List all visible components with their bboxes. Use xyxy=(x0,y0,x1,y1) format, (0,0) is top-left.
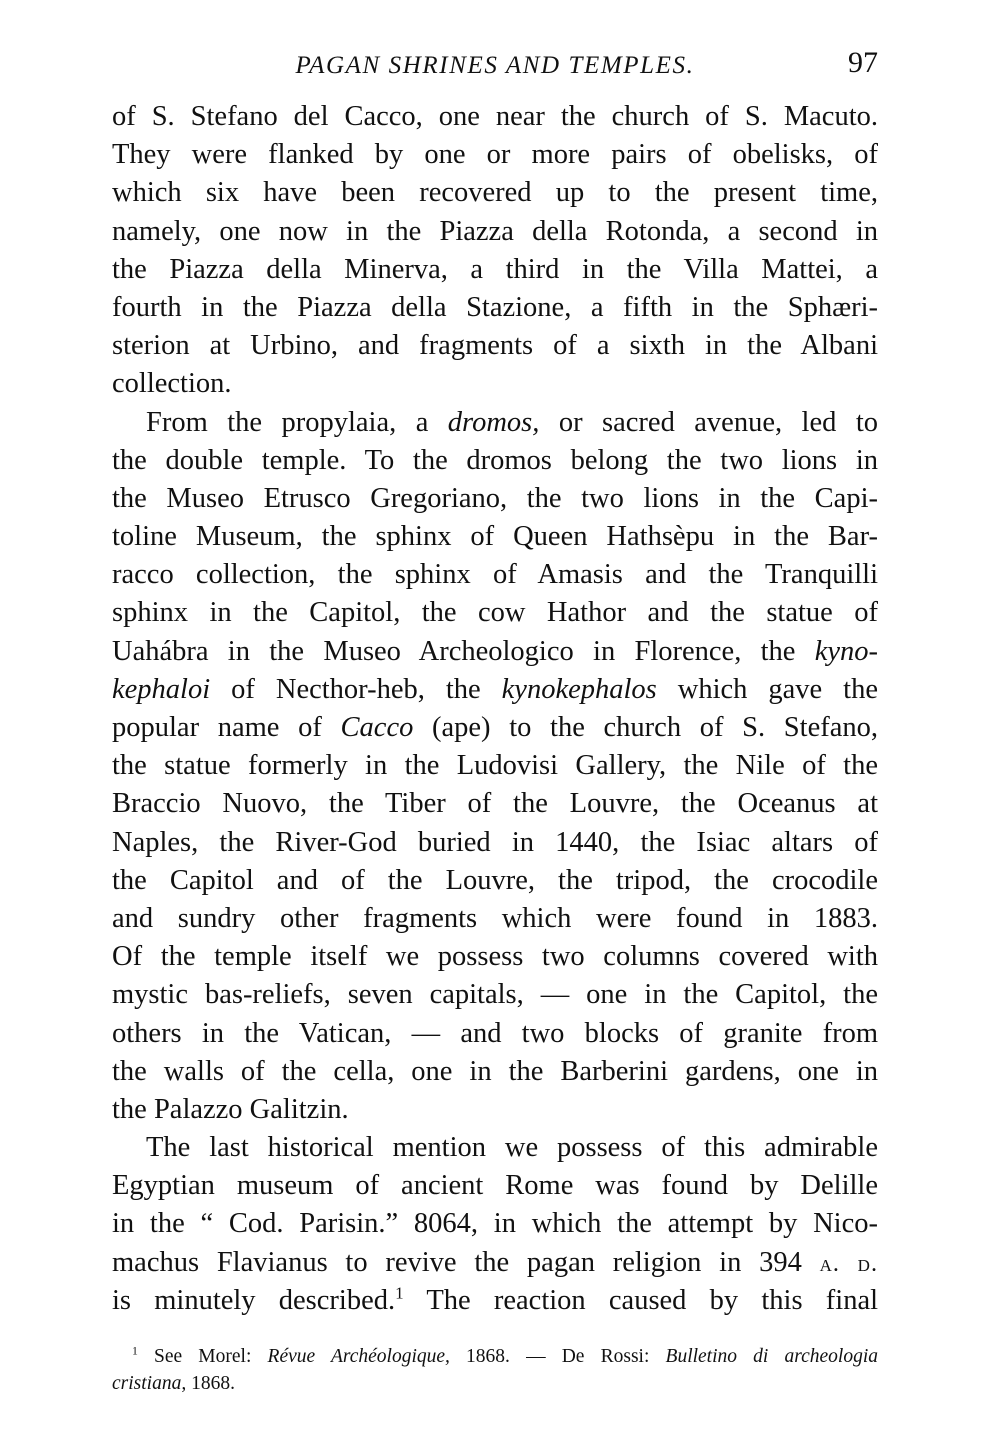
text-line: the Capitol and of the Louvre, the tripod, the crocodile xyxy=(112,864,878,896)
footnote xyxy=(112,1343,878,1397)
page-number: 97 xyxy=(848,46,878,79)
text-line: Naples, the River-God buried in 1440, the Isiac altars of xyxy=(112,826,878,858)
text-line: mystic bas-reliefs, seven capitals, — one in the Capitol, the xyxy=(112,979,878,1011)
text-line: and sundry other fragments which were found in 1883. xyxy=(112,902,878,934)
text-line: sterion at Urbino, and fragments of a sixth in the Albani xyxy=(112,330,878,362)
footnote-line: $^1$ See Morel: Révue Archéologique, 1868. — De Rossi: Bulletino di archeologia xyxy=(132,1344,878,1367)
text-line: others in the Vatican, — and two blocks of granite from xyxy=(112,1017,878,1049)
footnote-reference: 1 xyxy=(395,1283,404,1303)
text-line: The last historical mention we possess of this admirable xyxy=(146,1132,878,1164)
text-line: the double temple. To the dromos belong the two lions in xyxy=(112,444,878,476)
text-line: in the “ Cod. Parisin.” 8064, in which the attempt by Nico- xyxy=(112,1208,878,1240)
footnote-marker: 1 xyxy=(132,1344,138,1358)
text-line: Uahábra in the Museo Archeologico in Florence, the kyno- xyxy=(112,635,878,667)
era-abbreviation: a. d. xyxy=(819,1249,879,1277)
body-text xyxy=(112,98,878,1320)
text-line: the Palazzo Galitzin. xyxy=(112,1093,349,1125)
running-header xyxy=(112,46,878,86)
text-line: the Museo Etrusco Gregoriano, the two lions in the Capi- xyxy=(112,482,878,514)
text-line: collection. xyxy=(112,368,232,400)
text-line: the walls of the cella, one in the Barberini gardens, one in xyxy=(112,1055,878,1087)
text-line: popular name of Cacco (ape) to the church of S. Stefano, xyxy=(112,712,878,743)
text-line: which six have been recovered up to the present time, xyxy=(112,177,878,209)
text-line: They were flanked by one or more pairs of obelisks, of xyxy=(112,139,878,171)
text-line: is minutely described.$^1$ The reaction caused by this final xyxy=(112,1283,879,1316)
text-line: Braccio Nuovo, the Tiber of the Louvre, the Oceanus at xyxy=(112,788,878,820)
text-line: namely, one now in the Piazza della Rotonda, a second in xyxy=(112,215,878,247)
text-line: Of the temple itself we possess two columns covered with xyxy=(112,941,878,973)
text-line: machus Flavianus to revive the pagan religion in 394 a. d. xyxy=(112,1246,879,1278)
text-line: fourth in the Piazza della Stazione, a fifth in the Sphæri- xyxy=(112,291,878,323)
text-line: racco collection, the sphinx of Amasis and the Tranquilli xyxy=(112,559,878,591)
text-line: toline Museum, the sphinx of Queen Hathsèpu in the Bar- xyxy=(112,521,878,553)
text-line: Egyptian museum of ancient Rome was found by Delille xyxy=(112,1170,878,1202)
text-line: of S. Stefano del Cacco, one near the church of S. Macuto. xyxy=(112,101,878,132)
text-line: kephaloi of Necthor-heb, the kynokephalos which gave the xyxy=(112,673,878,705)
running-title: PAGAN SHRINES AND TEMPLES. xyxy=(295,52,695,79)
text-line: the Piazza della Minerva, a third in the Villa Mattei, a xyxy=(112,253,878,285)
text-line: From the propylaia, a dromos, or sacred avenue, led to xyxy=(146,406,878,438)
text-line: sphinx in the Capitol, the cow Hathor and the statue of xyxy=(112,597,878,629)
text-line: the statue formerly in the Ludovisi Gallery, the Nile of the xyxy=(112,750,878,782)
footnote-line: cristiana, 1868. xyxy=(112,1373,235,1394)
